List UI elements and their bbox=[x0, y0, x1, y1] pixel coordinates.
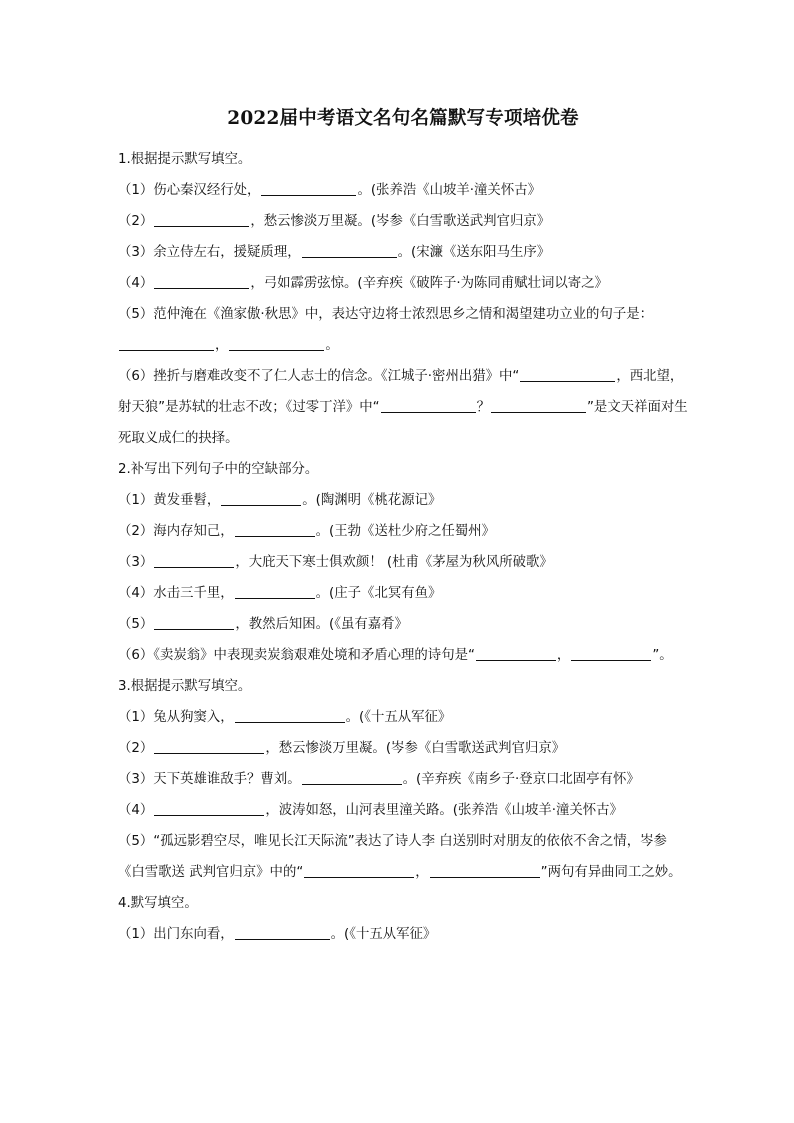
answer-blank[interactable] bbox=[476, 647, 556, 661]
answer-blank[interactable] bbox=[154, 275, 249, 289]
answer-blank[interactable] bbox=[154, 740, 264, 754]
s2-q6: （6）《卖炭翁》中表现卖炭翁艰难处境和矛盾心理的诗句是“ ， ”。 bbox=[118, 648, 673, 663]
s1-q4: （4） ，弓如霹雳弦惊。(辛弃疾《破阵子·为陈同甫赋壮词以寄之》 bbox=[118, 276, 608, 291]
answer-blank[interactable] bbox=[302, 244, 397, 258]
answer-blank[interactable] bbox=[235, 709, 345, 723]
s1-q2: （2） ，愁云惨淡万里凝。(岑参《白雪歌送武判官归京》 bbox=[118, 214, 551, 229]
answer-blank[interactable] bbox=[520, 368, 615, 382]
answer-blank[interactable] bbox=[261, 182, 356, 196]
s1-q6: （6）挫折与磨难改变不了仁人志士的信念。《江城子·密州出猎》中“ ，西北望，射天狼”是苏轼的壮志不改；《过零丁洋》中“ ？ ”是文天祥面对生死取义成仁的抉择。 bbox=[118, 369, 688, 446]
s2-q4: （4）水击三千里， 。(庄子《北冥有鱼》 bbox=[118, 586, 442, 601]
s3-q2: （2） ，愁云惨淡万里凝。(岑参《白雪歌送武判官归京》 bbox=[118, 741, 566, 756]
answer-blank[interactable] bbox=[571, 647, 651, 661]
page-title: 2022届中考语文名句名篇默写专项培优卷 bbox=[227, 108, 579, 129]
answer-blank[interactable] bbox=[154, 802, 264, 816]
answer-blank[interactable] bbox=[304, 864, 414, 878]
s2-q3: （3） ，大庇天下寒士俱欢颜！ (杜甫《茅屋为秋风所破歌》 bbox=[118, 555, 553, 570]
s2-q5: （5） ，教然后知困。(《虽有嘉肴》 bbox=[118, 617, 408, 632]
s2-q1: （1）黄发垂髫， 。(陶渊明《桃花源记》 bbox=[118, 493, 442, 508]
answer-blank[interactable] bbox=[235, 926, 330, 940]
answer-blank[interactable] bbox=[154, 554, 234, 568]
s1-q1: （1）伤心秦汉经行处， 。(张养浩《山坡羊·潼关怀古》 bbox=[118, 183, 541, 198]
answer-blank[interactable] bbox=[235, 523, 315, 537]
s1-q5: （5）范仲淹在《渔家傲·秋思》中，表达守边将士浓烈思乡之情和渴望建功立业的句子是： ， 。 bbox=[118, 307, 654, 353]
worksheet-page bbox=[118, 104, 688, 950]
section-3-heading: 3.根据提示默写填空。 bbox=[118, 679, 252, 694]
answer-blank[interactable] bbox=[235, 585, 315, 599]
answer-blank[interactable] bbox=[381, 399, 476, 413]
answer-blank[interactable] bbox=[154, 213, 249, 227]
s4-q1: （1）出门东向看， 。(《十五从军征》 bbox=[118, 927, 437, 942]
s1-q3: （3）余立侍左右，援疑质理， 。(宋濂《送东阳马生序》 bbox=[118, 245, 551, 260]
answer-blank[interactable] bbox=[430, 864, 540, 878]
section-1-heading: 1.根据提示默写填空。 bbox=[118, 152, 252, 167]
s2-q2: （2）海内存知己， 。(王勃《送杜少府之任蜀州》 bbox=[118, 524, 495, 539]
answer-blank[interactable] bbox=[154, 616, 234, 630]
answer-blank[interactable] bbox=[229, 337, 324, 351]
section-4-heading: 4.默写填空。 bbox=[118, 896, 198, 911]
s3-q1: （1）兔从狗窦入， 。(《十五从军征》 bbox=[118, 710, 452, 725]
answer-blank[interactable] bbox=[491, 399, 586, 413]
answer-blank[interactable] bbox=[119, 337, 214, 351]
s3-q3: （3）天下英雄谁敌手？曹刘。 。(辛弃疾《南乡子·登京口北固亭有怀》 bbox=[118, 772, 640, 787]
section-2-heading: 2.补写出下列句子中的空缺部分。 bbox=[118, 462, 319, 477]
s3-q4: （4） ，波涛如怒，山河表里潼关路。(张养浩《山坡羊·潼关怀古》 bbox=[118, 803, 623, 818]
answer-blank[interactable] bbox=[302, 771, 402, 785]
answer-blank[interactable] bbox=[221, 492, 301, 506]
s3-q5: （5）“孤远影碧空尽，唯见长江天际流”表达了诗人李 白送别时对朋友的依依不舍之情，岑参《白雪歌送 武判官归京》中的“ ， ”两句有异曲同工之妙。 bbox=[118, 834, 682, 880]
